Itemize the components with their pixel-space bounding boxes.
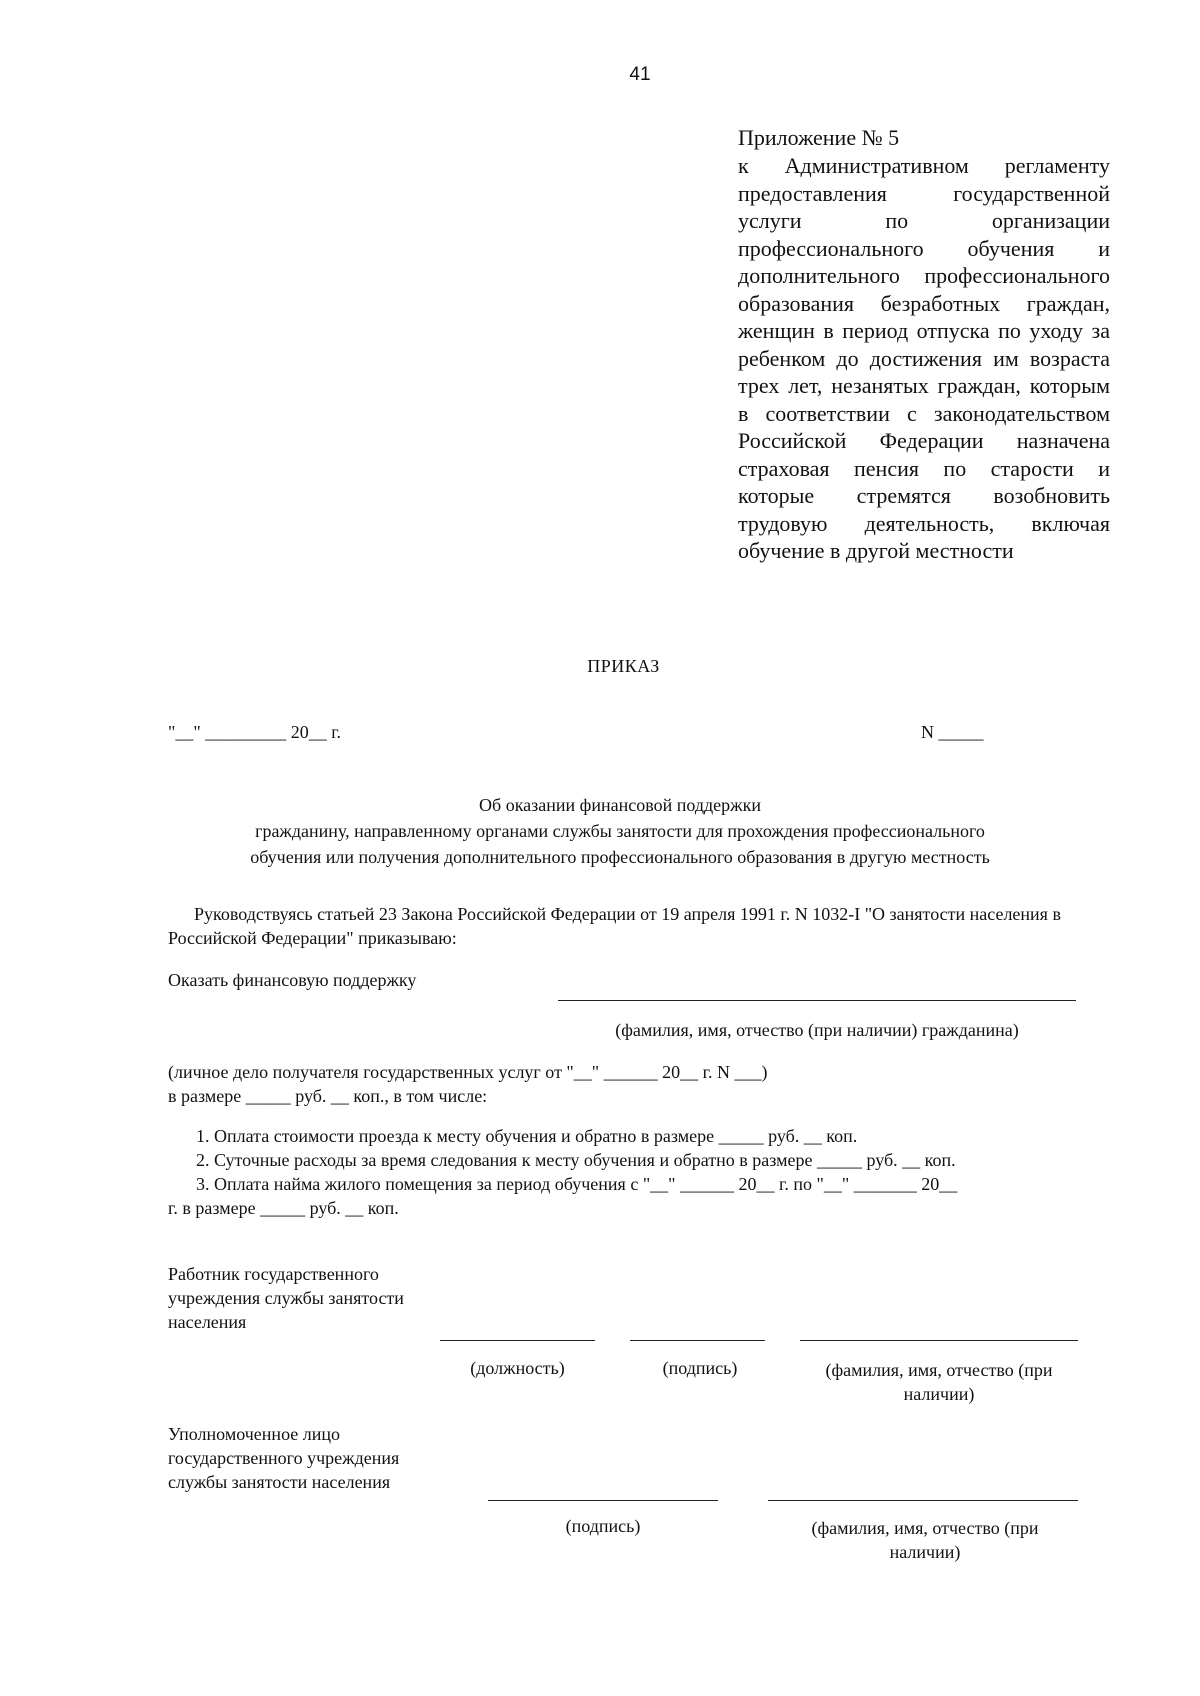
offer-label: Оказать финансовую поддержку	[168, 970, 417, 990]
signer-authorized	[168, 1422, 399, 1494]
support-item-3: 3. Оплата найма жилого помещения за период обучения с "__" ______ 20__ г. по "__" _______ 20__	[196, 1174, 958, 1194]
support-items	[168, 1124, 957, 1220]
signer-authorized-line-3: службы занятости населения	[168, 1472, 391, 1492]
order-subject	[180, 792, 1060, 870]
date-line: "__" _________ 20__ г.	[168, 722, 342, 742]
caption-name-1-line-2: наличии)	[903, 1384, 975, 1404]
signer-employee-line-2: учреждения службы занятости	[168, 1288, 404, 1308]
appendix-text: к Административном регламенту предоставления государственной услуги по организации профессионального обучения и дополнительного профессионального образования безработных граждан, женщин в период отпуска по уходу за ребенком до достижения им возраста трех лет, незанятых граждан, которым в соответствии с законодательством Российской Федерации назначена страховая пенсия по старости и которые стремятся возобновить трудовую деятельность, включая обучение в другой местности	[738, 153, 1110, 563]
position-line	[440, 1340, 595, 1341]
personal-file-block	[168, 1060, 767, 1108]
signer-authorized-line-1: Уполномоченное лицо	[168, 1424, 341, 1444]
caption-name-2-line-2: наличии)	[889, 1542, 961, 1562]
caption-position: (должность)	[470, 1358, 565, 1378]
personal-file-line-1: (личное дело получателя государственных услуг от "__" ______ 20__ г. N ___)	[168, 1062, 768, 1082]
support-item-3-cont: г. в размере _____ руб. __ коп.	[168, 1198, 399, 1218]
signer-employee-line-1: Работник государственного	[168, 1264, 379, 1284]
caption-name-2-line-1: (фамилия, имя, отчество (при	[811, 1518, 1039, 1538]
document-title: ПРИКАЗ	[587, 656, 660, 676]
signature-line-2	[488, 1500, 718, 1501]
signature-line-1	[630, 1340, 765, 1341]
appendix-block	[738, 124, 1110, 565]
subject-line-2: гражданину, направленному органами службы занятости для прохождения профессионального	[255, 821, 985, 841]
support-item-1: 1. Оплата стоимости проезда к месту обучения и обратно в размере _____ руб. __ коп.	[196, 1126, 858, 1146]
name-line-1	[800, 1340, 1078, 1341]
caption-name-2	[780, 1516, 1070, 1564]
caption-name-1-line-1: (фамилия, имя, отчество (при	[825, 1360, 1053, 1380]
subject-line-3: обучения или получения дополнительного профессионального образования в другую местность	[250, 847, 990, 867]
citizen-name-line	[558, 1000, 1076, 1001]
signer-authorized-line-2: государственного учреждения	[168, 1448, 400, 1468]
caption-signature-1: (подпись)	[662, 1358, 738, 1378]
signer-employee-line-3: населения	[168, 1312, 247, 1332]
appendix-title: Приложение № 5	[738, 125, 900, 150]
preamble: Руководствуясь статьей 23 Закона Российской Федерации от 19 апреля 1991 г. N 1032-I "О занятости населения в Российской Федерации" приказываю:	[168, 904, 1061, 948]
personal-file-line-2: в размере _____ руб. __ коп., в том числе:	[168, 1086, 488, 1106]
support-item-2: 2. Суточные расходы за время следования к месту обучения и обратно в размере _____ руб. __ коп.	[196, 1150, 956, 1170]
signer-employee	[168, 1262, 404, 1334]
caption-signature-2: (подпись)	[565, 1516, 641, 1536]
name-line-2	[768, 1500, 1078, 1501]
caption-name-1	[800, 1358, 1078, 1406]
citizen-caption: (фамилия, имя, отчество (при наличии) гражданина)	[615, 1020, 1019, 1040]
page-number: 41	[629, 64, 651, 85]
order-number-line: N _____	[921, 722, 984, 742]
subject-line-1: Об оказании финансовой поддержки	[479, 795, 761, 815]
